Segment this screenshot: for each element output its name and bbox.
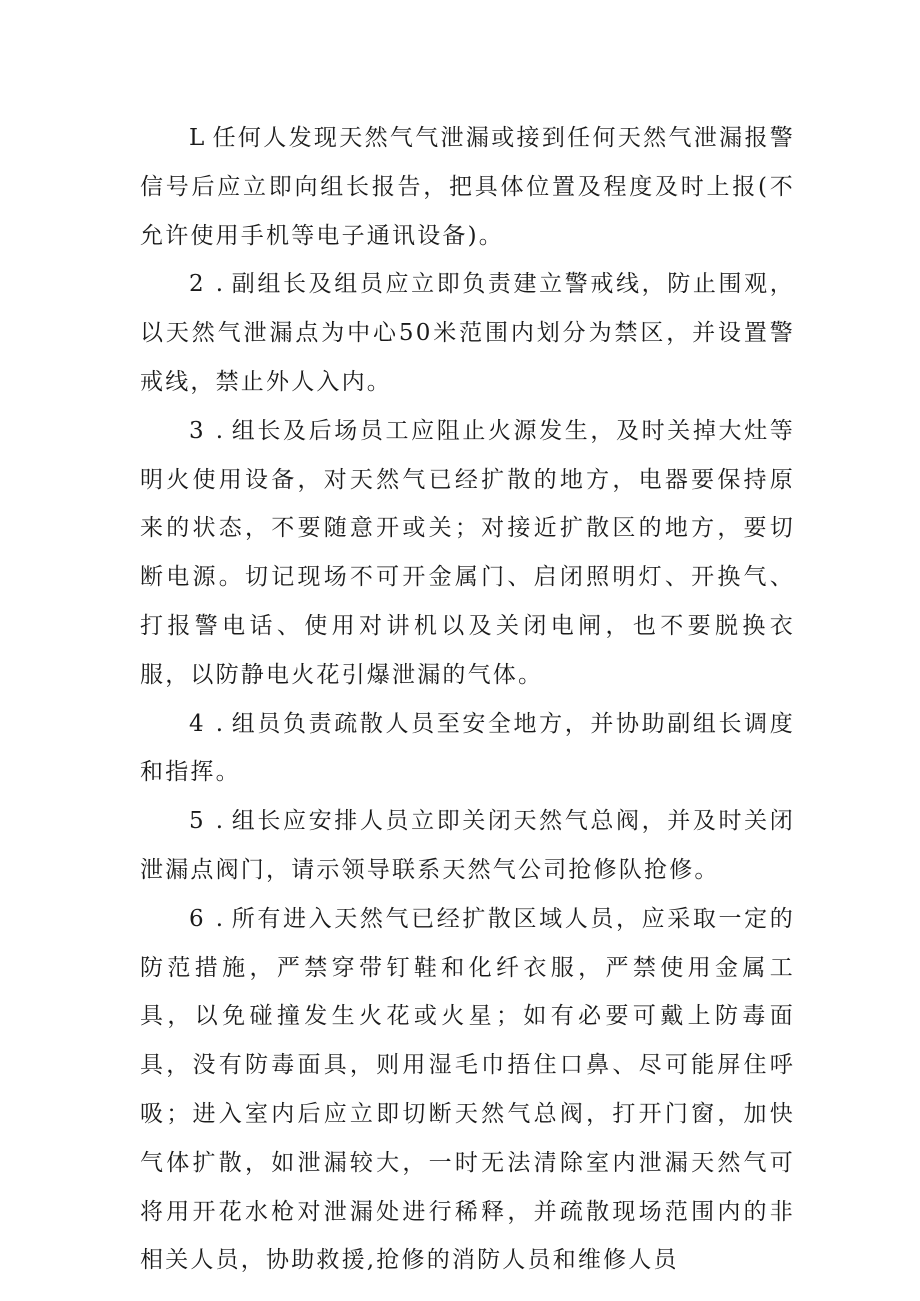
paragraph-text: 组长及后场员工应阻止火源发生，及时关掉大灶等明火使用设备，对天然气已经扩散的地方，电器要保持原来的状态，不要随意开或关；对接近扩散区的地方，要切断电源。切记现场不可开金属门、启闭照明灯、开换气、打报警电话、使用对讲机以及关闭电闸，也不要脱换衣服，以防静电火花引爆泄漏的气体。 bbox=[140, 417, 795, 688]
paragraph-number: L bbox=[189, 125, 207, 151]
paragraph-4 bbox=[140, 700, 795, 798]
paragraph-number: 6 . bbox=[189, 905, 226, 932]
paragraph-number: 4 . bbox=[189, 710, 226, 737]
paragraph-number: 5 . bbox=[189, 808, 226, 835]
paragraph-5 bbox=[140, 797, 795, 895]
paragraph-1 bbox=[140, 114, 795, 260]
paragraph-number: 2 . bbox=[189, 271, 226, 298]
paragraph-text: 副组长及组员应立即负责建立警戒线，防止围观，以天然气泄漏点为中心50米范围内划分为禁区，并设置警戒线，禁止外人入内。 bbox=[140, 271, 795, 395]
paragraph-3 bbox=[140, 407, 795, 700]
paragraph-text: 组员负责疏散人员至安全地方，并协助副组长调度和指挥。 bbox=[140, 710, 795, 786]
paragraph-text: 任何人发现天然气气泄漏或接到任何天然气泄漏报警信号后应立即向组长报告，把具体位置及程度及时上报(不允许使用手机等电子通讯设备)。 bbox=[140, 125, 795, 249]
document-body bbox=[140, 114, 795, 1285]
paragraph-2 bbox=[140, 260, 795, 406]
paragraph-text: 组长应安排人员立即关闭天然气总阀，并及时关闭泄漏点阀门，请示领导联系天然气公司抢修队抢修。 bbox=[140, 808, 795, 883]
paragraph-text: 所有进入天然气已经扩散区域人员，应采取一定的防范措施，严禁穿带钉鞋和化纤衣服，严禁使用金属工具，以免碰撞发生火花或火星；如有必要可戴上防毒面具，没有防毒面具，则用湿毛巾捂住口鼻、尽可能屏住呼吸；进入室内后应立即切断天然气总阀，打开门窗，加快气体扩散，如泄漏较大，一时无法清除室内泄漏天然气可将用开花水枪对泄漏处进行稀释，并疏散现场范围内的非相关人员，协助救援,抢修的消防人员和维修人员 bbox=[140, 905, 795, 1274]
paragraph-number: 3 . bbox=[189, 417, 226, 444]
paragraph-6 bbox=[140, 895, 795, 1285]
